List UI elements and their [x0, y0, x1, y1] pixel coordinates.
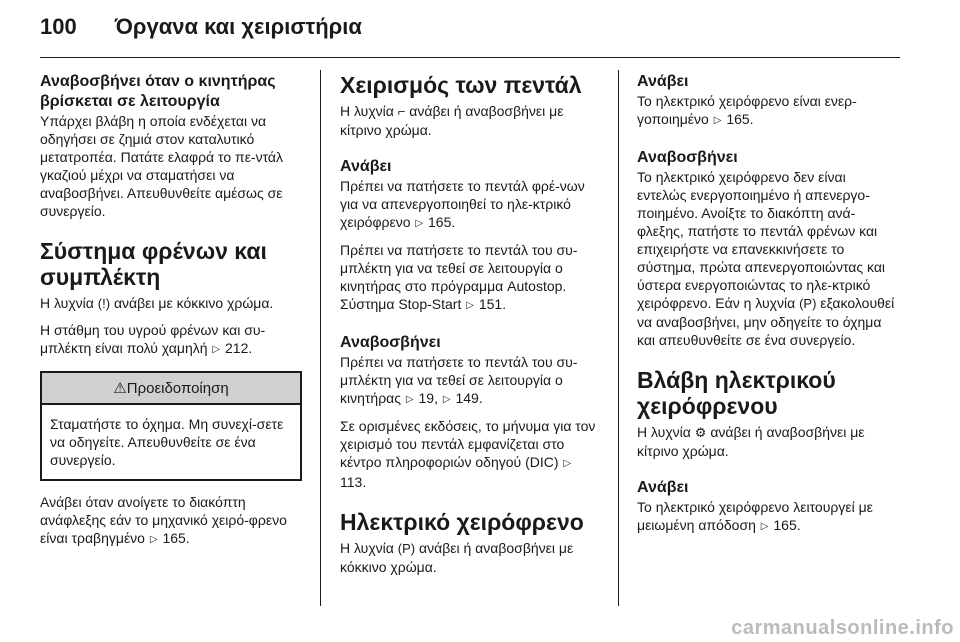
column-1 [40, 72, 302, 549]
column-divider [320, 70, 321, 606]
paragraph: Υπάρχει βλάβη η οποία ενδέχεται να οδηγήσει σε ζημιά στον καταλυτικό μετατροπέα. Πατάτε ελαφρά το πε-ντάλ γκαζιού μέχρι να σταματήσει να αναβοσβήνει. Απευθυνθείτε αμέσως σε συνεργείο. [40, 113, 284, 219]
paragraph: Το ηλεκτρικό χειρόφρενο λειτουργεί με μειωμένη απόδοση ▷ 165. [637, 498, 899, 536]
page-ref-icon: ▷ [405, 394, 414, 405]
subsection-heading: Ανάβει [340, 158, 392, 175]
page-ref-icon: ▷ [415, 218, 424, 229]
section-heading: Χειρισμός των πεντάλ [340, 72, 582, 98]
paragraph: Πρέπει να πατήσετε το πεντάλ του συ-μπλέκτη για να τεθεί σε λειτουργία ο κινητήρας ▷ 19, ▷ 149. [340, 353, 602, 409]
paragraph: Η λυχνία ⌐ ανάβει ή αναβοσβήνει με κίτρινο χρώμα. [340, 103, 564, 138]
page-ref-icon: ▷ [466, 300, 474, 311]
paragraph: Ανάβει όταν ανοίγετε το διακόπτη ανάφλεξης εάν το μηχανικό χειρό-φρενο είναι τραβηγμένο ▷ 165. [40, 493, 302, 549]
subsection-heading: Ανάβει [637, 479, 689, 496]
parking-brake-icon: (P) [397, 541, 416, 556]
section-heading: Αναβοσβήνει όταν ο κινητήρας βρίσκεται σε λειτουργία [40, 73, 276, 110]
column-3 [637, 72, 899, 536]
section-heading: Ηλεκτρικό χειρόφρενο [340, 509, 584, 535]
paragraph: Το ηλεκτρικό χειρόφρενο είναι ενερ-γοποιημένο ▷ 165. [637, 92, 899, 130]
chapter-title: Όργανα και χειριστήρια [114, 14, 362, 39]
page-ref-icon: ▷ [149, 534, 158, 545]
warning-triangle-icon: ⚠ [113, 380, 127, 397]
section-heading: Βλάβη ηλεκτρικού χειρόφρενου [637, 367, 836, 419]
paragraph: Η λυχνία (!) ανάβει με κόκκινο χρώμα. [40, 295, 274, 311]
watermark: carmanualsonline.info [731, 617, 954, 639]
page-ref-icon: ▷ [760, 521, 769, 532]
page-ref-icon: ▷ [212, 344, 221, 355]
page-ref-icon: ▷ [713, 115, 722, 126]
page-ref-icon: ▷ [442, 394, 451, 405]
subsection-heading: Αναβοσβήνει [340, 334, 441, 351]
warning-text: Σταματήστε το όχημα. Μη συνεχί-σετε να οδηγείτε. Απευθυνθείτε σε ένα συνεργείο. [50, 416, 284, 468]
page-number: 100 [40, 14, 77, 39]
warning-box [40, 371, 302, 481]
header-rule [40, 57, 900, 58]
page-ref-icon: ▷ [563, 458, 572, 469]
paragraph: Σε ορισμένες εκδόσεις, το μήνυμα για τον χειρισμό του πεντάλ εμφανίζεται στο κέντρο πληροφοριών οδηγού (DIC) ▷ 113. [340, 418, 596, 490]
section-heading: Σύστημα φρένων και συμπλέκτη [40, 238, 267, 290]
parking-brake-fault-icon: ⚙ [694, 425, 707, 440]
column-divider [618, 70, 619, 606]
brake-warning-icon: (!) [97, 296, 111, 311]
column-2 [340, 72, 602, 576]
paragraph: Η λυχνία (P) ανάβει ή αναβοσβήνει με κόκκινο χρώμα. [340, 540, 574, 575]
paragraph: Η λυχνία ⚙ ανάβει ή αναβοσβήνει με κίτρινο χρώμα. [637, 424, 865, 459]
paragraph: Το ηλεκτρικό χειρόφρενο δεν είναι εντελώς ενεργοποιημένο ή απενεργο-ποιημένο. Ανοίξτε το διακόπτη ανά-φλεξης, πατήστε το πεντάλ φρένων και επιχειρήστε να επανεκκινήσετε το σύστημα, πρώτα απενεργοποιώντας και ύστερα ενεργοποιώντας το ηλε-κτρικό χειρόφρενο. Εάν η λυχνία (P) εξακολουθεί να αναβοσβήνει, μην οδηγείτε το όχημα και απευθυνθείτε σε ένα συνεργείο. [637, 169, 895, 348]
page-header [40, 14, 362, 54]
parking-brake-icon: (P) [799, 296, 817, 311]
paragraph: Πρέπει να πατήσετε το πεντάλ του συ-μπλέκτη για να τεθεί σε λειτουργία ο κινητήρας στο πρόγραμμα Autostop. Σύστημα Stop-Start ▷ 151. [340, 241, 602, 315]
paragraph: Πρέπει να πατήσετε το πεντάλ φρέ-νων για να απενεργοποιηθεί το ηλε-κτρικό χειρόφρενο ▷ 165. [340, 177, 602, 233]
warning-title: Προειδοποίηση [126, 380, 229, 397]
subsection-heading: Ανάβει [637, 73, 689, 90]
subsection-heading: Αναβοσβήνει [637, 149, 738, 166]
paragraph: Η στάθμη του υγρού φρένων και συ-μπλέκτη είναι πολύ χαμηλή ▷ 212. [40, 321, 302, 359]
pedal-icon: ⌐ [397, 104, 406, 119]
